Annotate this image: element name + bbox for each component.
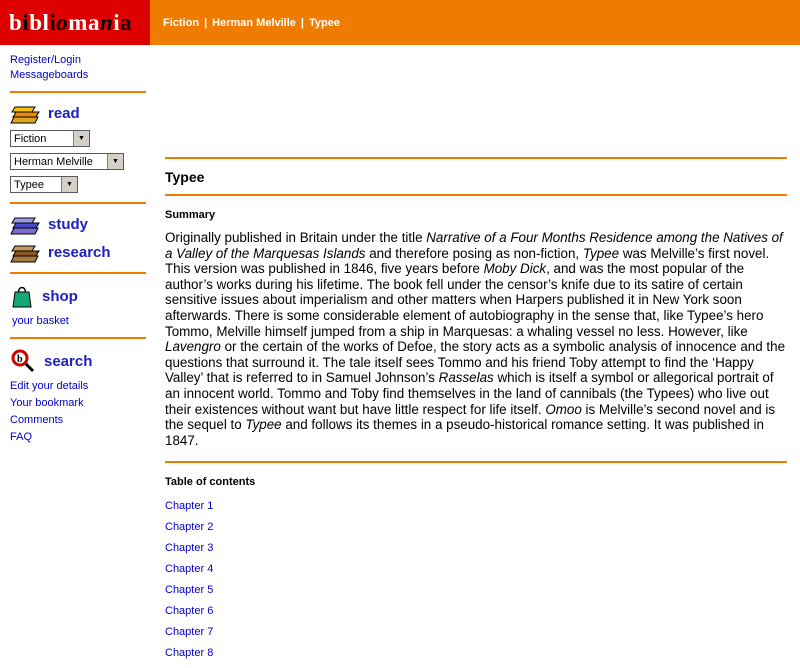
chapter-link[interactable]: Chapter 5	[165, 584, 214, 597]
logo-letter: i	[49, 9, 57, 35]
study-label: study	[48, 215, 89, 233]
summary-text-segment: Rasselas	[438, 370, 494, 386]
summary-text-segment: Lavengro	[165, 339, 221, 355]
main-content	[165, 45, 787, 668]
sidebar-item-shop[interactable]	[10, 283, 158, 309]
chapter-link[interactable]: Chapter 3	[165, 542, 214, 555]
messageboards-link[interactable]: Messageboards	[10, 69, 89, 81]
sidebar-divider	[10, 272, 146, 274]
sidebar-item-research[interactable]	[10, 241, 158, 263]
breadcrumb	[163, 17, 340, 29]
logo-letter: b	[29, 9, 43, 35]
register-login-link[interactable]: Register/Login	[10, 54, 81, 66]
summary-text-segment: Narrative of a Four Months Residence among the Natives of a Valley of the Marquesas Islands	[165, 230, 783, 261]
logo-letter: n	[99, 9, 114, 35]
sidebar-item-study[interactable]	[10, 213, 158, 235]
logo-letter: o	[56, 9, 69, 35]
breadcrumb-item[interactable]: Herman Melville	[212, 16, 296, 29]
summary-paragraph	[165, 230, 787, 448]
study-books-icon	[10, 213, 40, 235]
summary-text-segment: was Melville’s first novel. This version was published in 1846, five years before	[165, 245, 770, 277]
logo[interactable]	[0, 0, 150, 45]
sidebar-divider	[10, 202, 146, 204]
breadcrumb-item[interactable]: Fiction	[163, 16, 200, 29]
content-divider	[165, 194, 787, 196]
summary-text-segment: or the certain of the works of Defoe, the story acts as a symbolic analysis of innocence and the questions that surround it. The tale itself sees Tommo and his friend Toby attempt to find the ‘Happy Valley’ that is referred to in Samuel Johnson’s	[165, 339, 786, 386]
search-label: search	[44, 352, 93, 370]
logo-letter: a	[87, 9, 100, 35]
top-bar	[0, 0, 800, 45]
breadcrumb-bar	[150, 0, 800, 45]
breadcrumb-item[interactable]: Typee	[308, 16, 340, 29]
read-label: read	[48, 104, 80, 122]
content-divider	[165, 461, 787, 463]
faq-link[interactable]: FAQ	[10, 431, 33, 443]
your-basket-link[interactable]: your basket	[12, 315, 69, 327]
sidebar-divider	[10, 91, 146, 93]
chapter-link[interactable]: Chapter 8	[165, 647, 214, 660]
summary-text-segment: Omoo	[545, 401, 582, 417]
breadcrumb-separator: |	[204, 16, 208, 29]
summary-text-segment: is Melville’s second novel and is the sequel to	[165, 401, 776, 433]
chevron-down-icon[interactable]: ▼	[107, 154, 123, 169]
shop-label: shop	[42, 287, 78, 305]
toc-heading: Table of contents	[165, 476, 256, 489]
shopping-bag-icon	[10, 283, 34, 309]
logo-letter: m	[68, 9, 88, 35]
chapter-link[interactable]: Chapter 2	[165, 521, 214, 534]
search-icon	[10, 348, 36, 374]
logo-letter: a	[120, 9, 133, 35]
summary-text-segment: and follows its themes in a pseudo-historical romance setting. It was published in 1847.	[165, 417, 764, 448]
page-title: Typee	[165, 169, 205, 185]
summary-text-segment: Typee	[245, 417, 282, 433]
logo-letter: l	[42, 9, 50, 35]
summary-heading: Summary	[165, 209, 216, 221]
sidebar-item-read[interactable]	[10, 102, 158, 124]
summary-text-segment: Typee	[582, 245, 620, 261]
sidebar-bottom-links	[10, 380, 158, 444]
summary-text-segment: , and was the most popular of the author’s works during his lifetime. The book fell under the censor’s knife due to its satire of certain sensitive issues about imperialism and other matters when Harpers published it in New York soon afterwards. There is some considerable element of autobiography in the sense that, like Typee’s hero Tommo, Melville himself jumped from a ship in Marquesas: a whaling vessel no less. However, like	[165, 261, 764, 339]
research-label: research	[48, 243, 111, 261]
author-select[interactable]	[10, 153, 124, 170]
chevron-down-icon[interactable]: ▼	[73, 131, 89, 146]
chapter-link[interactable]: Chapter 6	[165, 605, 214, 618]
research-books-icon	[10, 241, 40, 263]
logo-letter: i	[22, 9, 30, 35]
read-books-icon	[10, 102, 40, 124]
summary-text-segment: and therefore posing as non-fiction,	[365, 245, 583, 261]
summary-text-segment: Originally published in Britain under the title	[165, 230, 427, 245]
genre-select-value: Fiction	[14, 132, 47, 145]
logo-letter: b	[9, 9, 23, 35]
your-bookmark-link[interactable]: Your bookmark	[10, 397, 84, 409]
genre-select[interactable]	[10, 130, 90, 147]
comments-link[interactable]: Comments	[10, 414, 64, 426]
summary-text-segment: which is itself a symbol or allegorical portrait of an innocent world. Tommo and Toby find themselves in the land of cannibals (the Typees) who live out their existences without want but have little respect for life itself.	[165, 370, 774, 417]
chapter-link[interactable]: Chapter 1	[165, 500, 214, 513]
author-select-value: Herman Melville	[14, 155, 93, 168]
sidebar-item-search[interactable]	[10, 348, 158, 374]
logo-letter: i	[113, 9, 121, 35]
svg-text:b: b	[17, 354, 23, 365]
title-select-value: Typee	[14, 178, 44, 191]
breadcrumb-separator: |	[300, 16, 304, 29]
summary-text-segment: Moby Dick	[483, 261, 547, 277]
chapter-link[interactable]: Chapter 4	[165, 563, 214, 576]
sidebar	[0, 45, 158, 448]
title-select[interactable]	[10, 176, 78, 193]
sidebar-divider	[10, 337, 146, 339]
chapter-list	[165, 500, 787, 659]
content-divider	[165, 157, 787, 159]
chevron-down-icon[interactable]: ▼	[61, 177, 77, 192]
chapter-link[interactable]: Chapter 7	[165, 626, 214, 639]
edit-your-details-link[interactable]: Edit your details	[10, 380, 89, 392]
